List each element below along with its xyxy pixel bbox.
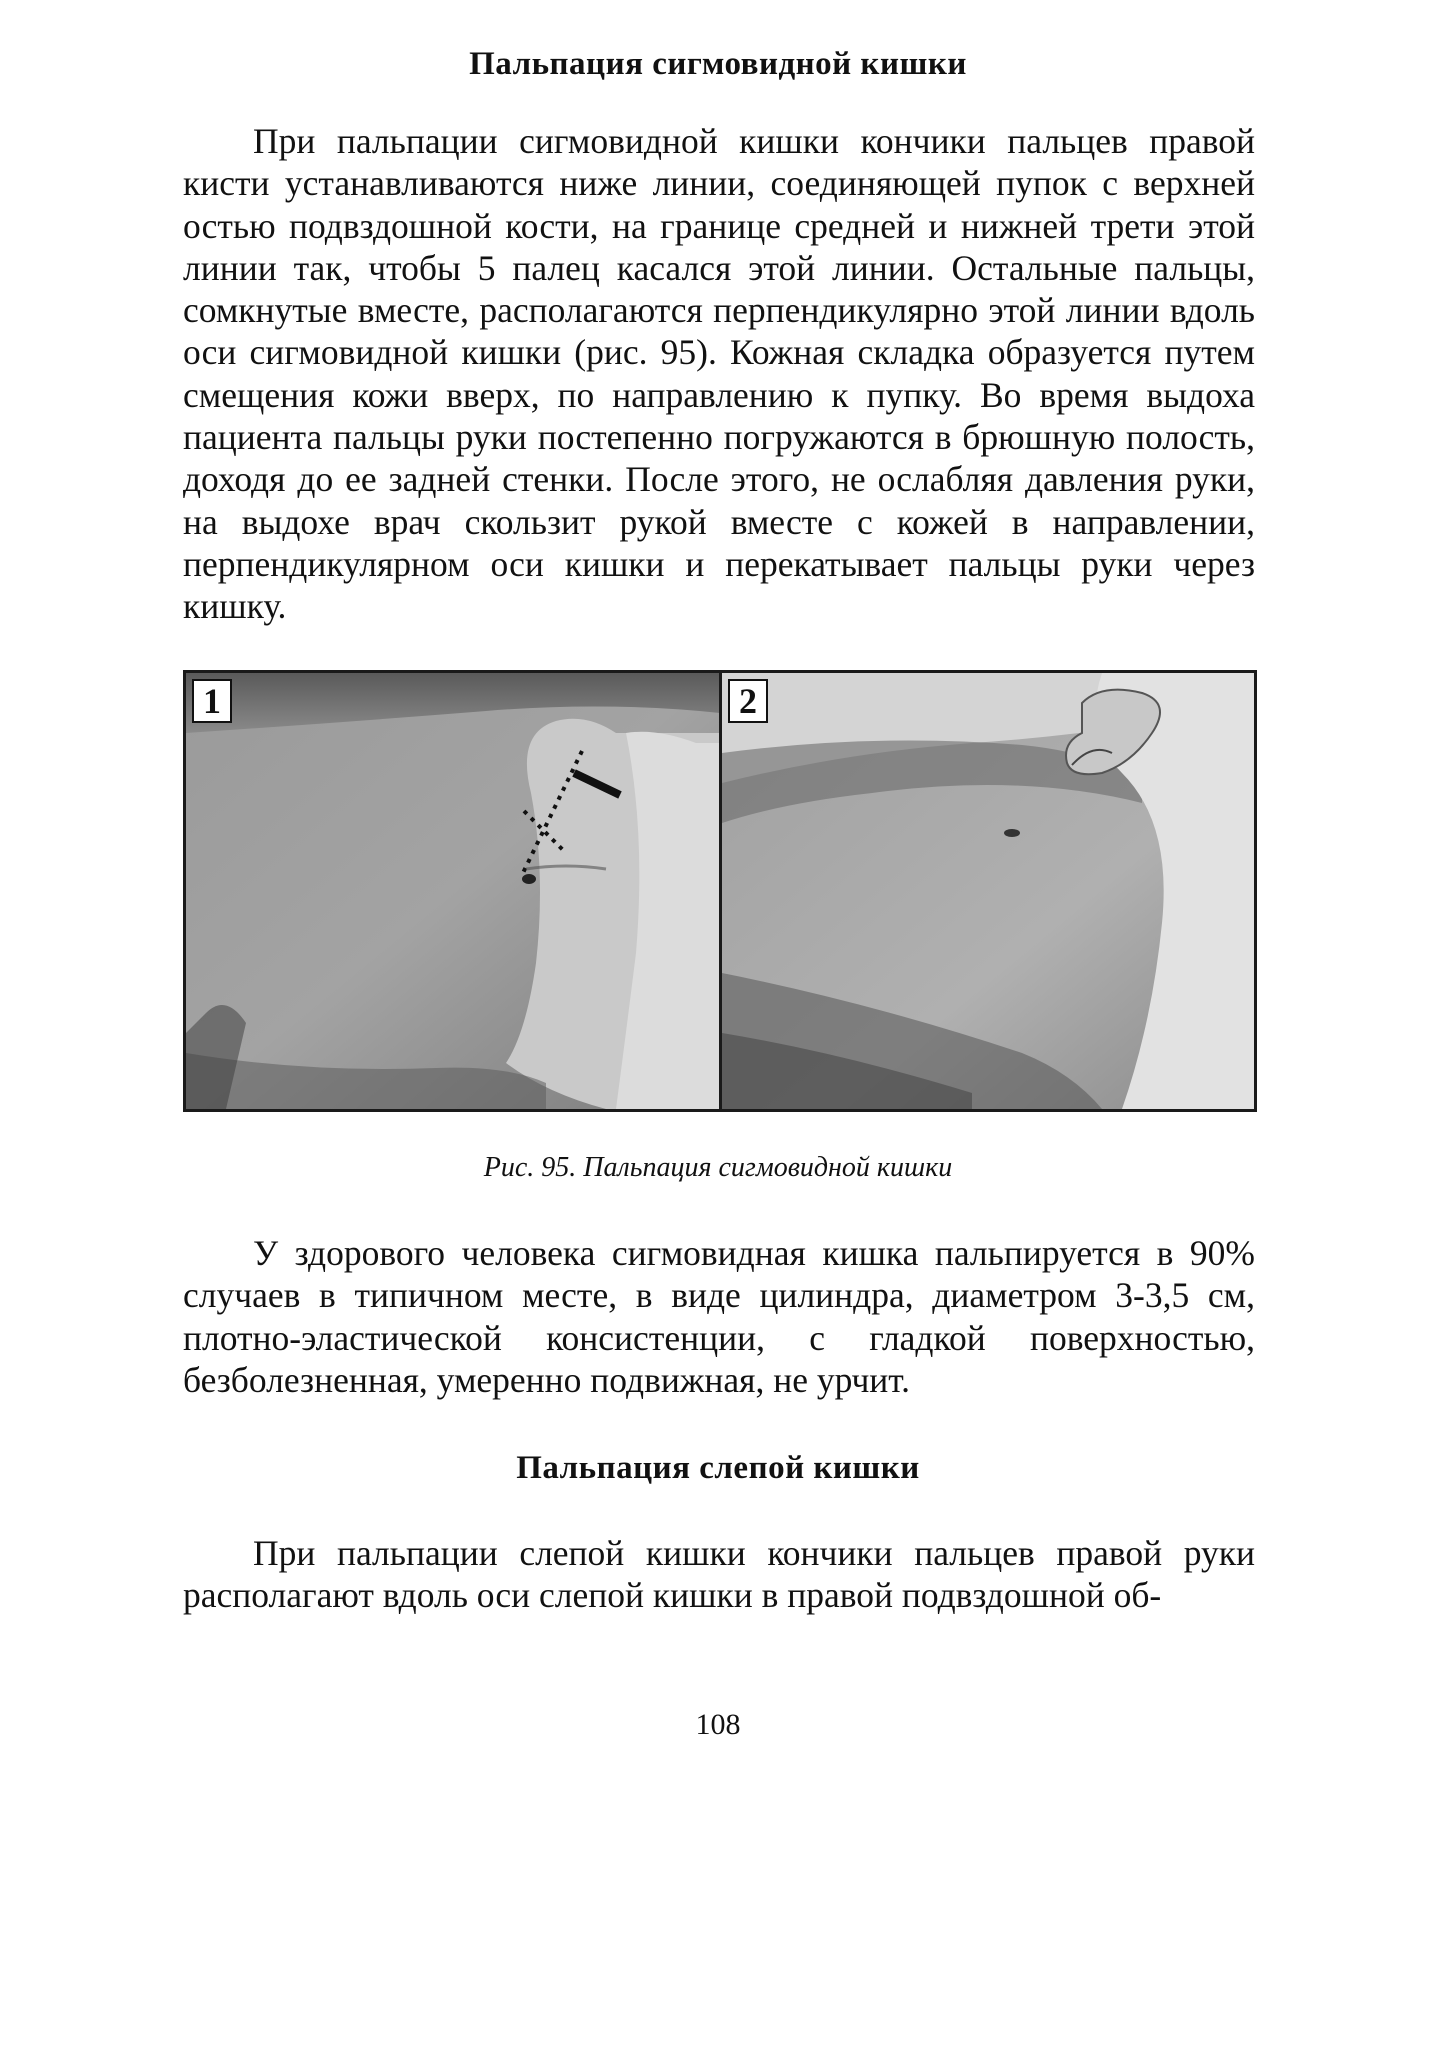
photo-abdomen-marked: [186, 673, 720, 1109]
paragraph-sigmoid-technique: При пальпации сигмовидной кишки кончики пальцев правой кисти устанавливаются ниже линии, соединяющей пупок с верхней остью подвздошной кости, на границе средней и нижней трети этой линии так, чтобы 5 палец касался этой линии. Остальные пальцы, сомкнутые вместе, располагаются перпендикулярно этой линии вдоль оси сигмовидной кишки (рис. 95). Кожная складка образуется путем смещения кожи вверх, по направлению к пупку. Во время выдоха пациента пальцы руки постепенно погружаются в брюшную полость, доходя до ее задней стенки. После этого, не ослабляя давления руки, на выдохе врач скользит рукой вместе с кожей в направлении, перпендикулярном оси кишки и перекатывает пальцы руки через кишку.: [183, 121, 1255, 627]
figure-panel-1: [183, 670, 723, 1112]
panel-1-number: 1: [192, 679, 232, 723]
figure-95: [183, 670, 1257, 1112]
photo-hand-palpation: [722, 673, 1254, 1109]
figure-panel-2: [719, 670, 1257, 1112]
page-number: 108: [695, 1708, 741, 1741]
section-heading-cecum: Пальпация слепой кишки: [516, 1450, 920, 1486]
section-heading-sigmoid: Пальпация сигмовидной кишки: [469, 46, 967, 82]
figure-caption: Рис. 95. Пальпация сигмовидной кишки: [483, 1152, 953, 1183]
paragraph-sigmoid-findings: У здорового человека сигмовидная кишка пальпируется в 90% случаев в типичном месте, в виде цилиндра, диаметром 3-3,5 см, плотно-эластической консистенции, с гладкой поверхностью, безболезненная, умеренно подвижная, не урчит.: [183, 1233, 1255, 1400]
paragraph-cecum-technique: При пальпации слепой кишки кончики пальцев правой руки располагают вдоль оси слепой кишки в правой подвздошной об-: [183, 1533, 1255, 1616]
panel-2-number: 2: [728, 679, 768, 723]
